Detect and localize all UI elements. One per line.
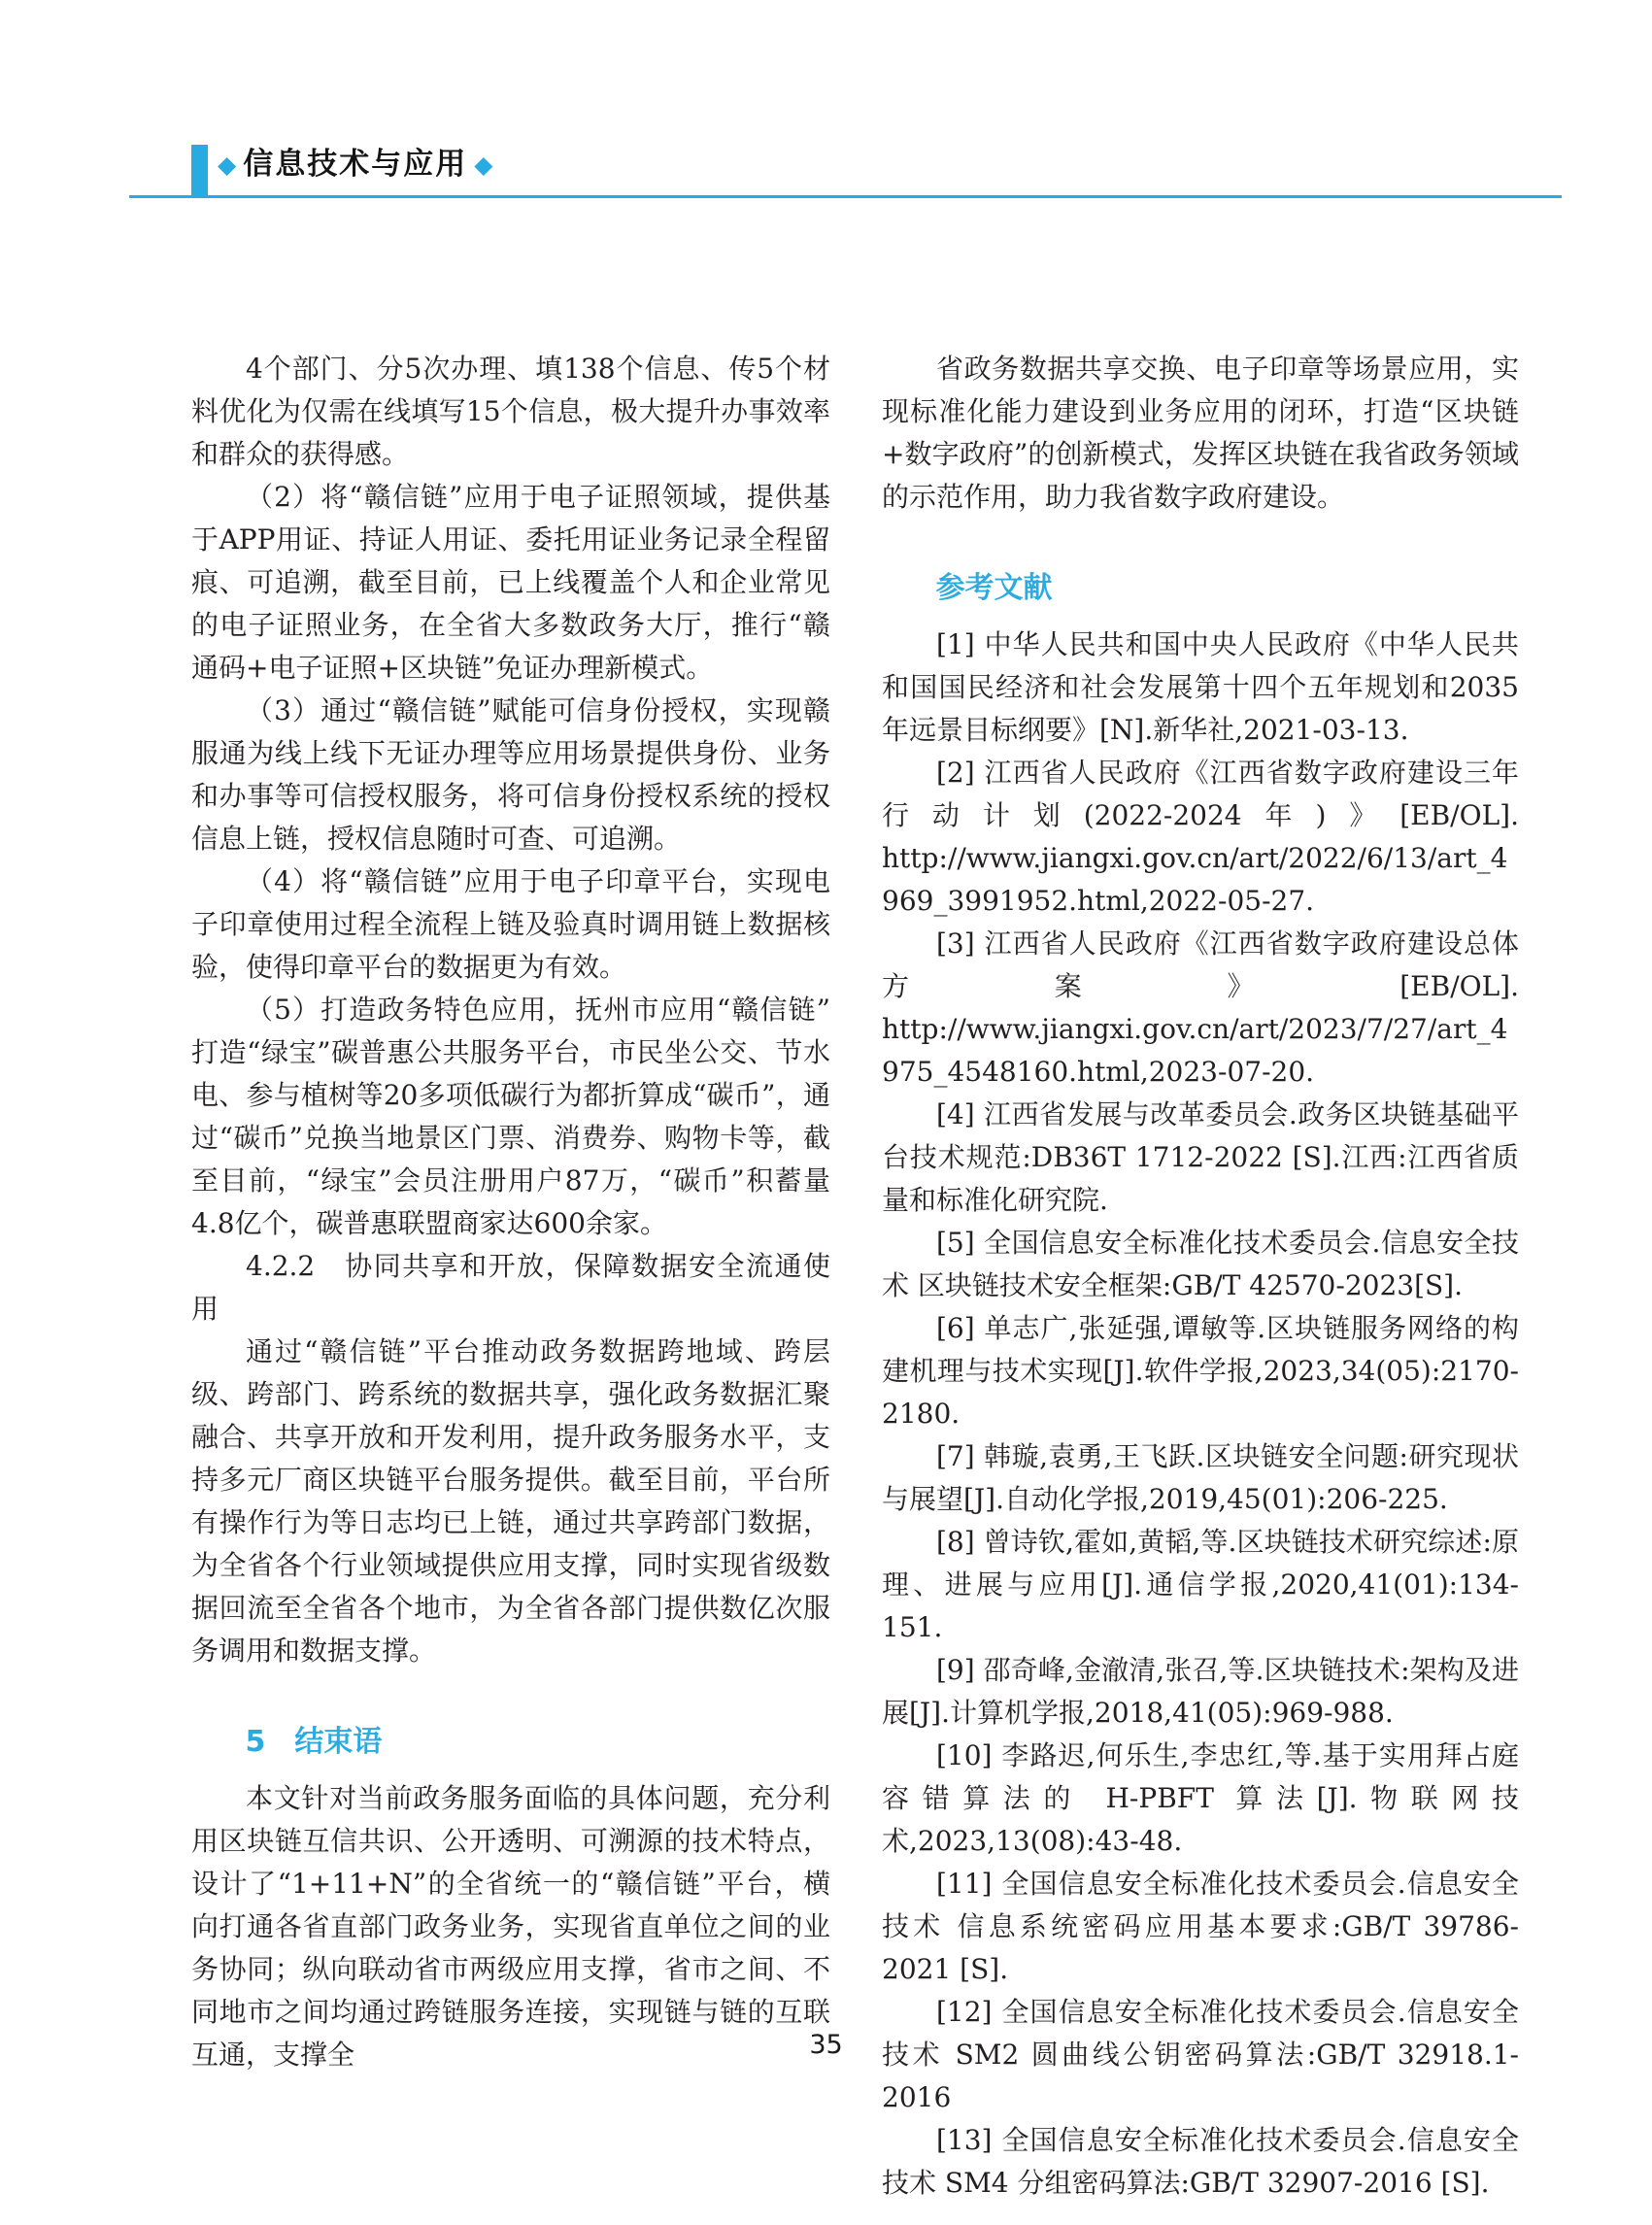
left-column [191, 348, 830, 2076]
paragraph: [1] 中华人民共和国中央人民政府《中华人民共和国国民经济和社会发展第十四个五年规划和2035年远景目标纲要》[N].新华社,2021-03-13. [882, 628, 1519, 746]
paragraph: （4）将“赣信链”应用于电子印章平台，实现电子印章使用过程全流程上链及验真时调用链上数据核验，使得印章平台的数据更为有效。 [191, 865, 830, 983]
header-rule [129, 195, 1562, 198]
paragraph: [8] 曾诗钦,霍如,黄韬,等.区块链技术研究综述:原理、进展与应用[J].通信学报,2020,41(01):134-151. [882, 1526, 1519, 1643]
paragraph: （2）将“赣信链”应用于电子证照领域，提供基于APP用证、持证人用证、委托用证业务记录全程留痕、可追溯，截至目前，已上线覆盖个人和企业常见的电子证照业务，在全省大多数政务大厅，推行“赣通码+电子证照+区块链”免证办理新模式。 [191, 481, 830, 684]
paragraph: [10] 李路迟,何乐生,李忠红,等.基于实用拜占庭容错算法的 H-PBFT 算法[J].物联网技术,2023,13(08):43-48. [882, 1739, 1519, 1857]
paragraph: （3）通过“赣信链”赋能可信身份授权，实现赣服通为线上线下无证办理等应用场景提供身份、业务和办事等可信授权服务，将可信身份授权系统的授权信息上链，授权信息随时可查、可追溯。 [191, 694, 830, 855]
paragraph: [6] 单志广,张延强,谭敏等.区块链服务网络的构建机理与技术实现[J].软件学报,2023,34(05):2170-2180. [882, 1312, 1519, 1430]
paragraph: （5）打造政务特色应用，抚州市应用“赣信链”打造“绿宝”碳普惠公共服务平台，市民坐公交、节水电、参与植树等20多项低碳行为都折算成“碳币”，通过“碳币”兑换当地景区门票、消费券、购物卡等，截至目前，“绿宝”会员注册用户87万，“碳币”积蓄量4.8亿个，碳普惠联盟商家达600余家。 [191, 994, 830, 1239]
paragraph: [5] 全国信息安全标准化技术委员会.信息安全技术 区块链技术安全框架:GB/T 42570-2023[S]. [882, 1227, 1519, 1301]
paragraph: 省政务数据共享交换、电子印章等场景应用，实现标准化能力建设到业务应用的闭环，打造“区块链+数字政府”的创新模式，发挥区块链在我省政务领域的示范作用，助力我省数字政府建设。 [882, 353, 1519, 513]
diamond-icon: ◆ [474, 151, 493, 179]
header-title-row [218, 147, 493, 182]
paragraph: [11] 全国信息安全标准化技术委员会.信息安全技术 信息系统密码应用基本要求:GB/T 39786-2021 [S]. [882, 1868, 1519, 1985]
diamond-icon: ◆ [218, 151, 237, 179]
paragraph: 4个部门、分5次办理、填138个信息、传5个材料优化为仅需在线填写15个信息，极大提升办事效率和群众的获得感。 [191, 353, 830, 470]
paragraph: 本文针对当前政务服务面临的具体问题，充分利用区块链互信共识、公开透明、可溯源的技术特点，设计了“1+11+N”的全省统一的“赣信链”平台，横向打通各省直部门政务业务，实现省直单位之间的业务协同；纵向联动省市两级应用支撑，省市之间、不同地市之间均通过跨链服务连接，实现链与链的互联互通，支撑全 [191, 1782, 830, 2071]
section-banner-title: 信息技术与应用 [243, 147, 468, 182]
section-heading: 参考文献 [935, 571, 1053, 605]
paragraph: [4] 江西省发展与改革委员会.政务区块链基础平台技术规范:DB36T 1712-2022 [S].江西:江西省质量和标准化研究院. [882, 1098, 1519, 1216]
paragraph: [3] 江西省人民政府《江西省数字政府建设总体方案》[EB/OL]. http://www.jiangxi.gov.cn/art/2023/7/27/art_4975_4548160.html,2023-07-20. [882, 927, 1519, 1088]
paragraph: [7] 韩璇,袁勇,王飞跃.区块链安全问题:研究现状与展望[J].自动化学报,2019,45(01):206-225. [882, 1440, 1519, 1515]
paragraph: [9] 邵奇峰,金澈清,张召,等.区块链技术:架构及进展[J].计算机学报,2018,41(05):969-988. [882, 1654, 1519, 1729]
paragraph: 通过“赣信链”平台推动政务数据跨地域、跨层级、跨部门、跨系统的数据共享，强化政务数据汇聚融合、共享开放和开发利用，提升政务服务水平，支持多元厂商区块链平台服务提供。截至目前，平台所有操作行为等日志均已上链，通过共享跨部门数据，为全省各个行业领域提供应用支撑，同时实现省级数据回流至全省各个地市，为全省各部门提供数亿次服务调用和数据支撑。 [191, 1335, 830, 1667]
paragraph: [12] 全国信息安全标准化技术委员会.信息安全技术 SM2 圆曲线公钥密码算法:GB/T 32918.1-2016 [882, 1996, 1519, 2113]
page-number: 35 [809, 2030, 843, 2060]
paragraph: [2] 江西省人民政府《江西省数字政府建设三年行动计划(2022-2024年)》[EB/OL]. http://www.jiangxi.gov.cn/art/2022/6/13/art_4969_3991952.html,2022-05-27. [882, 757, 1519, 917]
section-heading: 5 结束语 [245, 1725, 383, 1759]
paragraph: [13] 全国信息安全标准化技术委员会.信息安全技术 SM4 分组密码算法:GB/T 32907-2016 [S]. [882, 2124, 1519, 2199]
header-accent-bar [191, 145, 208, 198]
subsection-heading: 4.2.2 协同共享和开放，保障数据安全流通使用 [191, 1250, 830, 1325]
right-column [882, 348, 1519, 2205]
